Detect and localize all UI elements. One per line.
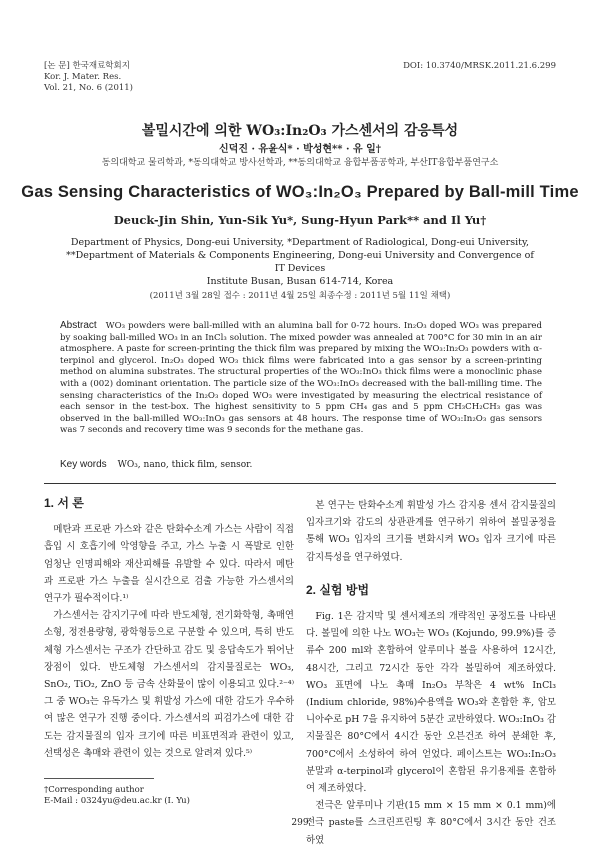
journal-info	[44, 61, 133, 94]
keywords	[60, 459, 542, 470]
paragraph: 메탄과 프로판 가스와 같은 탄화수소계 가스는 사람이 직접 흡입 시 호흡기에 악영향을 주고, 가스 누출 시 폭발로 인한 엄청난 인명피해와 재산피해를 유발할 수 있다. 따라서 메탄과 프로판 가스 누출을 실시간으로 검출 가능한 가스센서의 연구가 필수적이다.¹⁾	[44, 524, 294, 605]
keywords-text: WO₃, nano, thick film, sensor.	[117, 460, 253, 470]
section-divider	[44, 483, 556, 484]
journal-abbrev: Kor. J. Mater. Res.	[44, 72, 122, 82]
corresponding-author: †Corresponding author	[44, 785, 144, 795]
abstract-text: WO₃ powders were ball-milled with an alumina ball for 0-72 hours. In₂O₃ doped WO₃ was prepared by soaking ball-milled WO₃ in an InCl₃ solution. The mixed powder was annealed at 700°C for 30 min in an air atmosphere. A paste for screen-printing the thick film was prepared by mixing the WO₃:In₂O₃ powders with α-terpinol and glycerol. In₂O₃ doped WO₃ thick films were fabricated into a gas sensor by a screen-printing method on alumina substrates. The structural properties of the WO₃:InO₃ thick films were a monoclinic phase with a (002) dominant orientation. The particle size of the WO₃:InO₃ decreased with the ball-milling time. The sensing characteristics of the In₂O₃ doped WO₃ were investigated by measuring the electrical resistance of each sensor in the test-box. The highest sensitivity to 5 ppm CH₄ gas and 5 ppm CH₃CH₂CH₃ gas was observed in the ball-milled WO₃:InO₃ gas sensors at 48 hours. The response time of WO₃:In₂O₃ gas sensors was 7 seconds and recovery time was 9 seconds for the methane gas.	[60, 321, 543, 436]
author-email: E-Mail : 0324yu@deu.ac.kr (I. Yu)	[44, 796, 190, 806]
paragraph: 본 연구는 탄화수소계 휘발성 가스 감지용 센서 감지물질의 입자크기와 감도의 상관관계를 연구하기 위하여 볼밀공정을 통해 WO₃ 입자의 크기를 변화시켜 WO₃ 입자 크기에 따른 감지특성을 연구하였다.	[306, 500, 556, 563]
english-title: Gas Sensing Characteristics of WO₃:In₂O₃ Prepared by Ball-mill Time	[21, 183, 579, 201]
korean-affiliations: 동의대학교 물리학과, *동의대학교 방사선학과, **동의대학교 융합부품공학과, 부산IT융합부품연구소	[101, 158, 499, 168]
paragraph: 전극은 알루미나 기판(15 mm × 15 mm × 0.1 mm)에 전극 paste를 스크린프린팅 후 80°C에서 3시간 동안 건조 하였	[306, 800, 556, 846]
doi: DOI: 10.3740/MRSK.2011.21.6.299	[403, 61, 556, 71]
left-column	[44, 495, 294, 762]
korean-title: 볼밀시간에 의한 WO₃:In₂O₃ 가스센서의 감응특성	[141, 123, 459, 139]
affiliation-line: **Department of Materials & Components Engineering, Dong-eui University and Convergence of IT Devices	[66, 250, 534, 274]
paragraph: 가스센서는 감지기구에 따라 반도체형, 전기화학형, 촉매연소형, 정전용량형, 광학형등으로 구분할 수 있으며, 특히 반도체형 가스센서는 구조가 간단하고 감도 및 응답속도가 뛰어난 장점이 있다. 반도체형 가스센서의 감지물질로는 WO₃, SnO₂, TiO₂, ZnO 등 금속 산화물이 많이 이용되고 있다.²⁻⁴⁾ 그 중 WO₃는 유독가스 및 휘발성 가스에 대한 감도가 우수하여 많은 연구가 진행 중이다. 가스센서의 피검가스에 대한 감도는 감지물질의 입자 크기에 따른 비표면적과 관련이 있고, 선택성은 촉매와 관련이 있는 것으로 알려져 있다.⁵⁾	[44, 610, 294, 759]
english-authors: Deuck-Jin Shin, Yun-Sik Yu*, Sung-Hyun Park** and Il Yu†	[113, 213, 487, 227]
affiliation-line: Institute Busan, Busan 614-714, Korea	[206, 276, 394, 287]
abstract-label: Abstract	[60, 320, 97, 331]
affiliation-line: Department of Physics, Dong-eui University, *Department of Radiological, Dong-eui University,	[70, 237, 530, 248]
korean-authors: 신덕진 · 유윤식* · 박성현** · 유 일†	[219, 144, 381, 155]
keywords-label: Key words	[60, 459, 107, 470]
section-heading-introduction: 1. 서 론	[44, 496, 84, 510]
journal-name: [논 문] 한국재료학회지	[44, 61, 130, 71]
page-number: 299	[291, 818, 309, 828]
journal-volume: Vol. 21, No. 6 (2011)	[44, 83, 134, 93]
abstract	[60, 320, 542, 437]
english-affiliations	[60, 236, 540, 288]
submission-dates: (2011년 3월 28일 접수 : 2011년 4월 25일 최종수정 : 2011년 5월 11일 채택)	[149, 291, 451, 301]
footnote-rule	[44, 778, 154, 779]
footnote	[44, 785, 190, 807]
paragraph: Fig. 1은 감지막 및 센서제조의 개략적인 공정도를 나타낸다. 볼밀에 의한 나노 WO₃는 WO₃ (Kojundo, 99.9%)를 증류수 200 ml와 혼합하여 알루미나 볼을 사용하여 12시간, 48시간, 그리고 72시간 동안 각각 볼밀하여 제조하였다. WO₃ 표면에 나노 촉매 In₂O₃ 부착은 4 wt% InCl₃ (Indium chloride, 98%)수용액을 WO₃와 혼합한 후, 암모니아수로 pH 7을 유지하여 5분간 교반하였다. WO₃:InO₃ 감지물질은 80°C에서 4시간 동안 오븐건조 하여 분쇄한 후, 700°C에서 소성하여 하여 얻었다. 페이스트는 WO₃:In₂O₃ 분말과 α-terpinol과 glycerol이 혼합된 유기용제를 혼합하여 제조하였다.	[306, 611, 556, 795]
right-column	[306, 497, 556, 849]
section-heading-methods: 2. 실험 방법	[306, 582, 370, 597]
